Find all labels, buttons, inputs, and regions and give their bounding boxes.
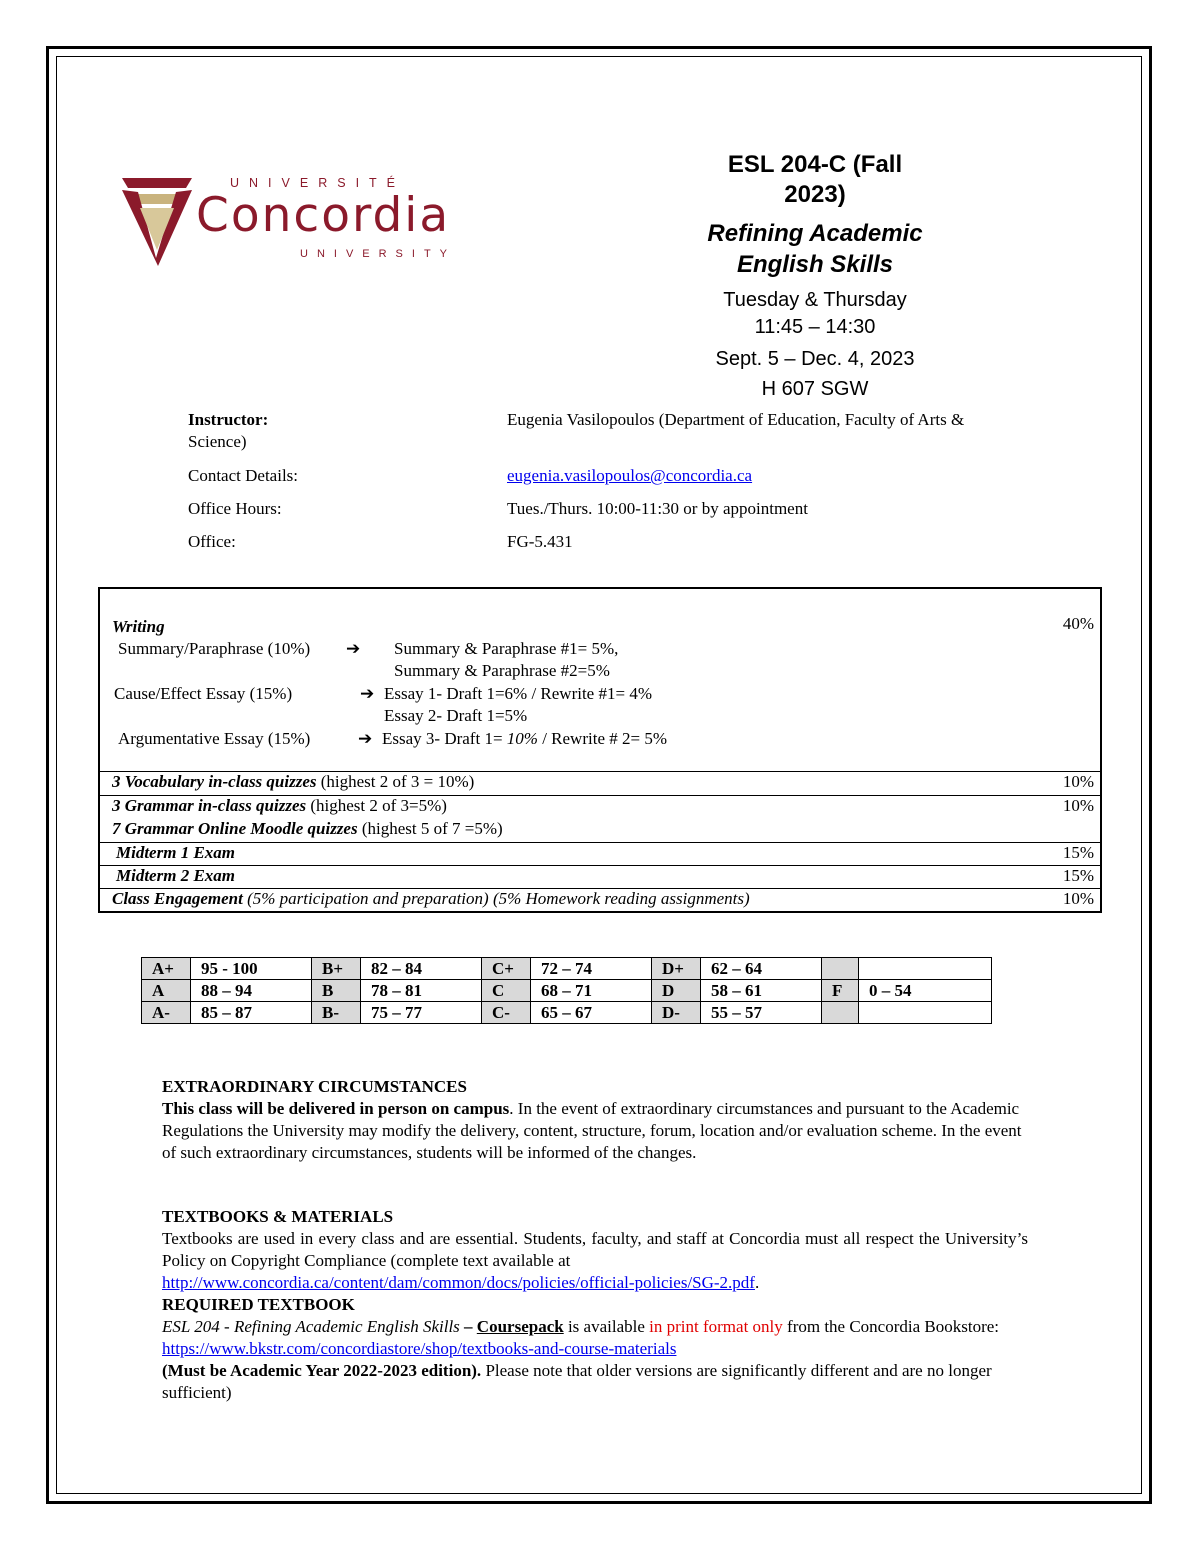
extraordinary-section — [162, 1076, 1028, 1164]
midterm2-row: Midterm 2 Exam 15% — [100, 865, 1100, 888]
instructor-value: Eugenia Vasilopoulos (Department of Education, Faculty of Arts & — [507, 410, 965, 429]
writing-summary-1: Summary & Paraphrase #1= 5%, — [394, 639, 619, 658]
contact-email-link[interactable]: eugenia.vasilopoulos@concordia.ca — [507, 466, 753, 485]
evaluation-table — [98, 587, 1102, 913]
office-label: Office: — [188, 532, 236, 551]
course-code — [690, 150, 940, 210]
office-hours-value: Tues./Thurs. 10:00-11:30 or by appointment — [507, 499, 808, 518]
required-note: (Must be Academic Year 2022-2023 edition). Please note that older versions are significantly different and are no longer sufficient) — [162, 1361, 992, 1402]
textbooks-section — [162, 1206, 1028, 1404]
writing-cause-effect: Cause/Effect Essay (15%) — [114, 684, 293, 703]
writing-pct: 40% — [1062, 614, 1094, 633]
course-code-line2: 2023) — [784, 181, 846, 208]
course-title-line1: Refining Academic — [707, 220, 923, 247]
bookstore-link[interactable]: https://www.bkstr.com/concordiastore/shop/textbooks-and-course-materials — [162, 1339, 677, 1358]
textbooks-heading: TEXTBOOKS & MATERIALS — [162, 1207, 394, 1226]
schedule-time: 11:45 – 14:30 — [754, 316, 876, 338]
logo-university: UNIVERSITY — [300, 248, 457, 260]
instructor-label: Instructor: — [188, 410, 269, 429]
writing-essay-3: Essay 3- Draft 1= 10% / Rewrite # 2= 5% — [382, 729, 667, 748]
office-value: FG-5.431 — [507, 532, 573, 551]
writing-summary-2: Summary & Paraphrase #2=5% — [394, 661, 610, 680]
engagement-row: Class Engagement (5% participation and preparation) (5% Homework reading assignments) 10% — [100, 888, 1100, 912]
concordia-logo — [118, 168, 480, 274]
extraordinary-text: This class will be delivered in person on campus. In the event of extraordinary circumstances and pursuant to the Academic Regulations the University may modify the delivery, content, structure, forum, location and/or evaluation scheme. In the event of such extraordinary circumstances, students will be informed of the changes. — [162, 1099, 1022, 1162]
writing-argumentative: Argumentative Essay (15%) — [118, 729, 311, 748]
course-title — [670, 218, 960, 280]
course-title-line2: English Skills — [736, 251, 894, 278]
textbooks-text: Textbooks are used in every class and are essential. Students, faculty, and staff at Concordia must all respect the University’s Policy on Copyright Compliance (complete text available at — [162, 1229, 1028, 1270]
writing-summary: Summary/Paraphrase (10%) — [118, 639, 311, 658]
schedule-days: Tuesday & Thursday — [723, 289, 907, 311]
writing-essay-2: Essay 2- Draft 1=5% — [384, 706, 528, 725]
writing-title: Writing — [112, 617, 165, 636]
required-heading: REQUIRED TEXTBOOK — [162, 1295, 355, 1314]
table-row: A- 85 – 87 B- 75 – 77 C- 65 – 67 D- 55 – 57 — [142, 1002, 992, 1024]
logo-universite: UNIVERSITÉ — [230, 176, 406, 190]
course-code-line1: ESL 204-C (Fall — [727, 151, 903, 178]
office-hours-label: Office Hours: — [188, 499, 282, 518]
table-row: A 88 – 94 B 78 – 81 C 68 – 71 D 58 – 61 F 0 – 54 — [142, 980, 992, 1002]
textbooks-link-line: http://www.concordia.ca/content/dam/common/docs/policies/official-policies/SG-2.pdf. — [162, 1273, 760, 1292]
arrow-icon: ➔ — [360, 684, 375, 703]
schedule-dates: Sept. 5 – Dec. 4, 2023 — [715, 348, 915, 370]
table-row: A+ 95 - 100 B+ 82 – 84 C+ 72 – 74 D+ 62 – 64 — [142, 958, 992, 980]
vocab-row: 3 Vocabulary in-class quizzes (highest 2 of 3 = 10%) 10% — [100, 771, 1100, 795]
midterm1-row: Midterm 1 Exam 15% — [100, 842, 1100, 865]
grammar-row: 3 Grammar in-class quizzes (highest 2 of 3=5%) 7 Grammar Online Moodle quizzes (highest 5 of 7 =5%) 10% — [100, 795, 1100, 842]
contact-label: Contact Details: — [188, 466, 299, 485]
schedule-room: H 607 SGW — [761, 378, 869, 400]
writing-essay-1: Essay 1- Draft 1=6% / Rewrite #1= 4% — [384, 684, 652, 703]
arrow-icon: ➔ — [346, 639, 361, 658]
copyright-policy-link[interactable]: http://www.concordia.ca/content/dam/common/docs/policies/official-policies/SG-2.pdf — [162, 1273, 755, 1292]
instructor-value-cont: Science) — [188, 432, 247, 451]
shield-icon — [118, 170, 196, 270]
required-text: ESL 204 - Refining Academic English Skills – Coursepack is available in print format only from the Concordia Bookstore: https://www.bkstr.com/concordiastore/shop/textbooks-and-course-materials — [162, 1317, 1000, 1358]
grade-scale-table — [141, 957, 992, 1024]
logo-wordmark: Concordia — [196, 188, 451, 243]
arrow-icon: ➔ — [358, 729, 373, 748]
extraordinary-heading: EXTRAORDINARY CIRCUMSTANCES — [162, 1077, 467, 1096]
